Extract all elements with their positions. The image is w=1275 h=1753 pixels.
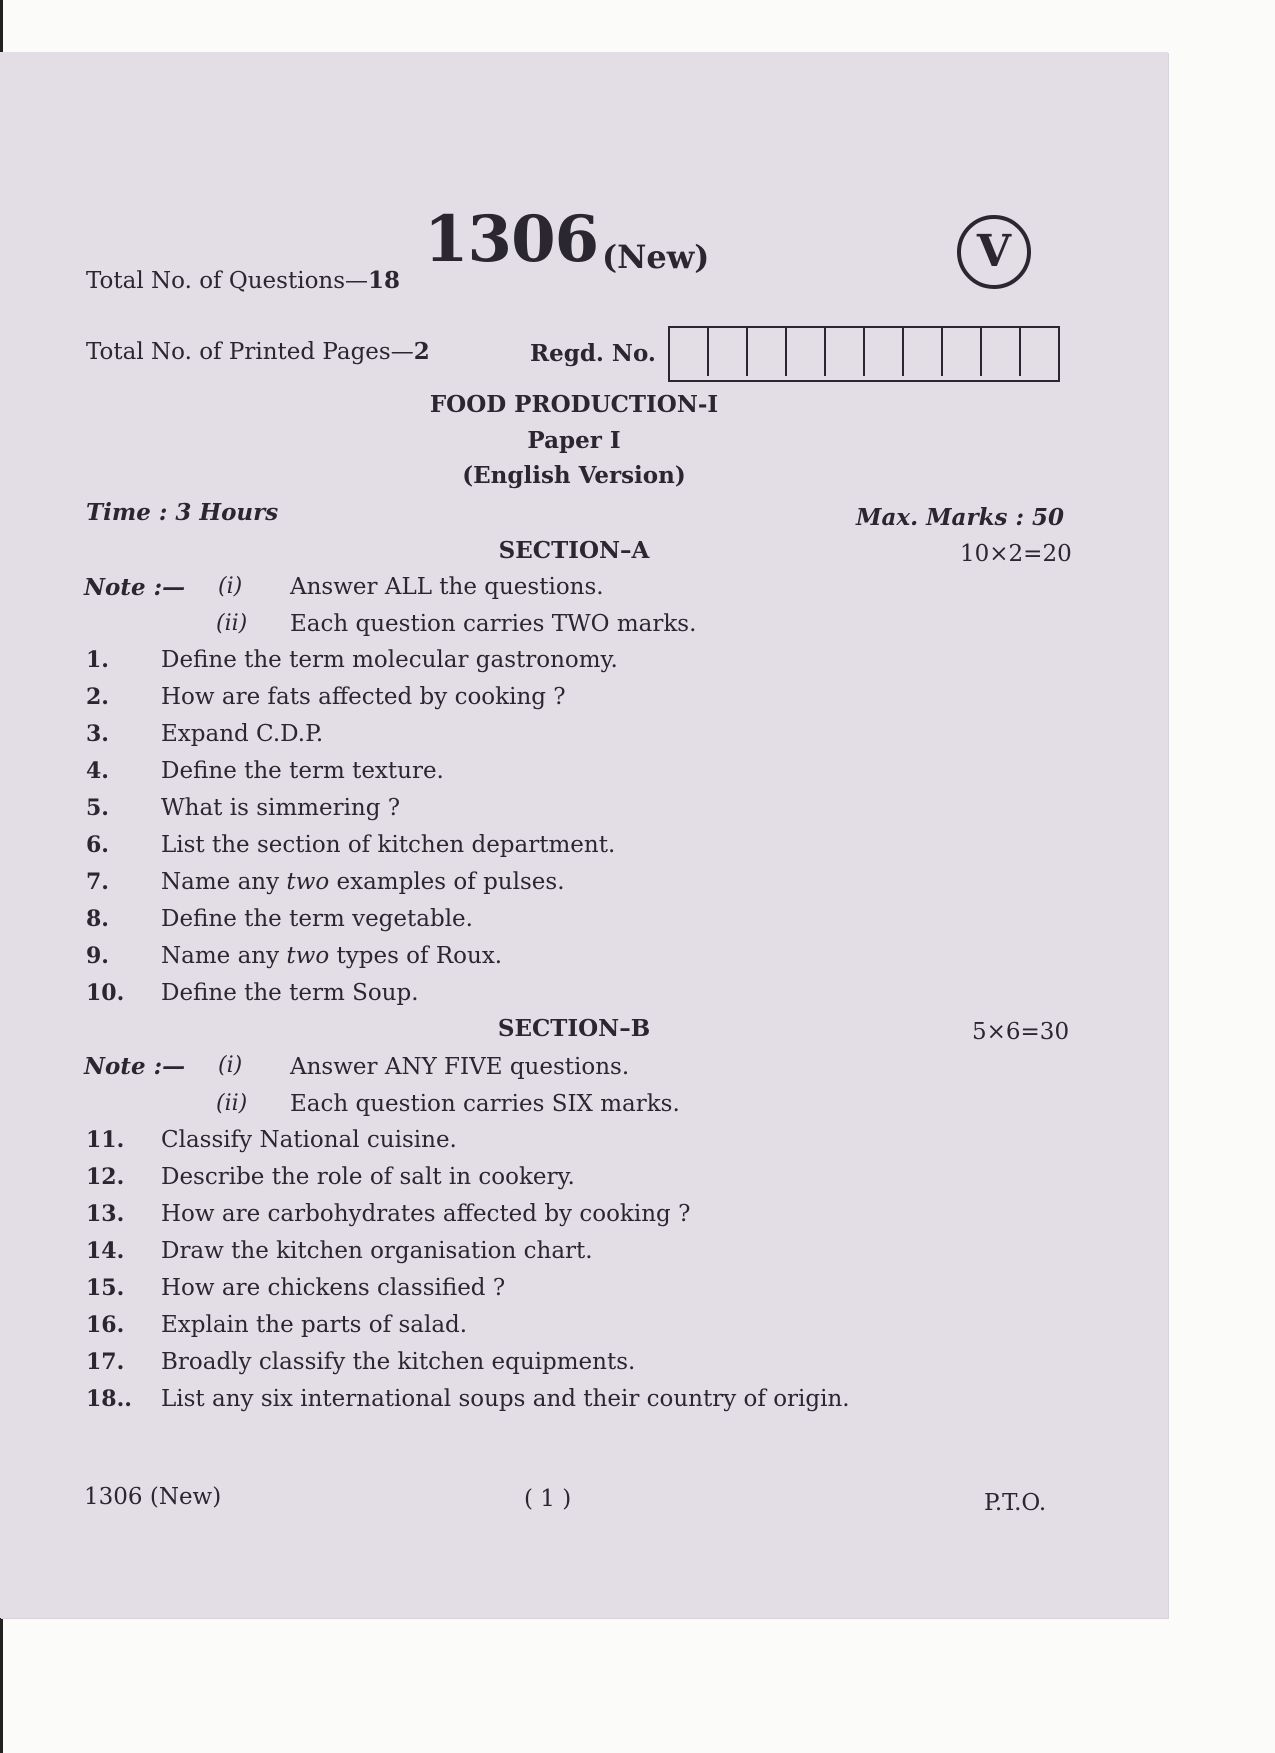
section-b-marks: 5×6=30 [972, 1019, 1070, 1045]
question-text-emphasis: two [286, 943, 330, 969]
question-number: 13. [86, 1201, 125, 1227]
question-text: Describe the role of salt in cookery. [161, 1164, 575, 1190]
question-text: Broadly classify the kitchen equipments. [161, 1349, 636, 1375]
scan-edge-top [0, 0, 3, 55]
paper-code-suffix: (New) [602, 238, 710, 276]
set-letter-badge: V [957, 215, 1031, 289]
subject-title: FOOD PRODUCTION-I [429, 391, 719, 418]
question-text: What is simmering ? [161, 795, 401, 821]
question-number: 8. [86, 906, 109, 932]
section-b-title: SECTION–B [497, 1015, 651, 1042]
regd-digit-box[interactable] [865, 328, 904, 376]
total-pages-value: 2 [413, 338, 430, 365]
question-text [161, 943, 502, 969]
regd-digit-box[interactable] [904, 328, 943, 376]
section-a-note-num: (ii) [216, 611, 248, 636]
question-text: Expand C.D.P. [161, 721, 324, 747]
time-allowed: Time : 3 Hours [86, 499, 279, 526]
paper-title: Paper I [527, 427, 621, 454]
section-b-note-num: (i) [218, 1053, 243, 1078]
question-text: Draw the kitchen organisation chart. [161, 1238, 593, 1264]
footer-page-number: ( 1 ) [524, 1486, 572, 1512]
regd-digit-box[interactable] [943, 328, 982, 376]
regd-no-boxes[interactable] [668, 326, 1060, 382]
question-number: 7. [86, 869, 109, 895]
question-text-part: types of Roux. [329, 943, 503, 969]
section-a-marks: 10×2=20 [960, 541, 1072, 567]
question-number: 9. [86, 943, 109, 969]
regd-digit-box[interactable] [709, 328, 748, 376]
question-number: 12. [86, 1164, 125, 1190]
question-number: 11. [86, 1127, 125, 1153]
question-text-emphasis: two [286, 869, 330, 895]
scan-edge-bottom [0, 1618, 3, 1753]
question-number: 4. [86, 758, 109, 784]
section-a-note-num: (i) [218, 574, 243, 599]
regd-digit-box[interactable] [826, 328, 865, 376]
question-number: 3. [86, 721, 109, 747]
question-text: Define the term molecular gastronomy. [161, 647, 618, 673]
question-text: How are fats affected by cooking ? [161, 684, 566, 710]
section-a-note-text: Each question carries TWO marks. [290, 611, 697, 637]
regd-digit-box[interactable] [982, 328, 1021, 376]
total-questions-label: Total No. of Questions— [86, 268, 369, 294]
section-a-note-label: Note :— [84, 574, 186, 601]
question-text: Define the term vegetable. [161, 906, 473, 932]
section-b-note-label: Note :— [84, 1053, 186, 1080]
section-a-note-text: Answer ALL the questions. [290, 574, 604, 600]
question-text: Explain the parts of salad. [161, 1312, 468, 1338]
question-text-part: examples of pulses. [329, 869, 565, 895]
question-text: How are chickens classified ? [161, 1275, 506, 1301]
question-text: Classify National cuisine. [161, 1127, 457, 1153]
question-number: 14. [86, 1238, 125, 1264]
total-questions-value: 18 [368, 267, 401, 294]
question-text: Define the term Soup. [161, 980, 419, 1006]
question-text: List the section of kitchen department. [161, 832, 616, 858]
question-number: 5. [86, 795, 109, 821]
question-number: 1. [86, 647, 109, 673]
footer-pto: P.T.O. [984, 1490, 1047, 1516]
footer-paper-code: 1306 (New) [84, 1484, 222, 1510]
regd-digit-box[interactable] [1021, 328, 1058, 376]
question-text-part: Name any [161, 943, 287, 969]
exam-paper-page [0, 52, 1168, 1618]
section-a-title: SECTION–A [498, 537, 650, 564]
question-text: How are carbohydrates affected by cooking ? [161, 1201, 691, 1227]
regd-digit-box[interactable] [787, 328, 826, 376]
total-questions [86, 267, 400, 294]
question-number: 6. [86, 832, 109, 858]
regd-no-label: Regd. No. [530, 340, 656, 367]
total-pages [86, 338, 430, 365]
max-marks: Max. Marks : 50 [856, 504, 1064, 531]
question-text: List any six international soups and their country of origin. [161, 1386, 850, 1412]
question-number: 18.. [86, 1386, 132, 1412]
question-number: 15. [86, 1275, 125, 1301]
version-title: (English Version) [462, 462, 686, 489]
question-number: 10. [86, 980, 125, 1006]
question-number: 2. [86, 684, 109, 710]
regd-digit-box[interactable] [670, 328, 709, 376]
section-b-note-text: Each question carries SIX marks. [290, 1091, 680, 1117]
paper-code: 1306 [424, 202, 599, 277]
question-text-part: Name any [161, 869, 287, 895]
section-b-note-text: Answer ANY FIVE questions. [290, 1054, 630, 1080]
question-text [161, 869, 565, 895]
regd-digit-box[interactable] [748, 328, 787, 376]
total-pages-label: Total No. of Printed Pages— [86, 339, 414, 365]
section-b-note-num: (ii) [216, 1091, 248, 1116]
question-number: 16. [86, 1312, 125, 1338]
question-number: 17. [86, 1349, 125, 1375]
question-text: Define the term texture. [161, 758, 444, 784]
